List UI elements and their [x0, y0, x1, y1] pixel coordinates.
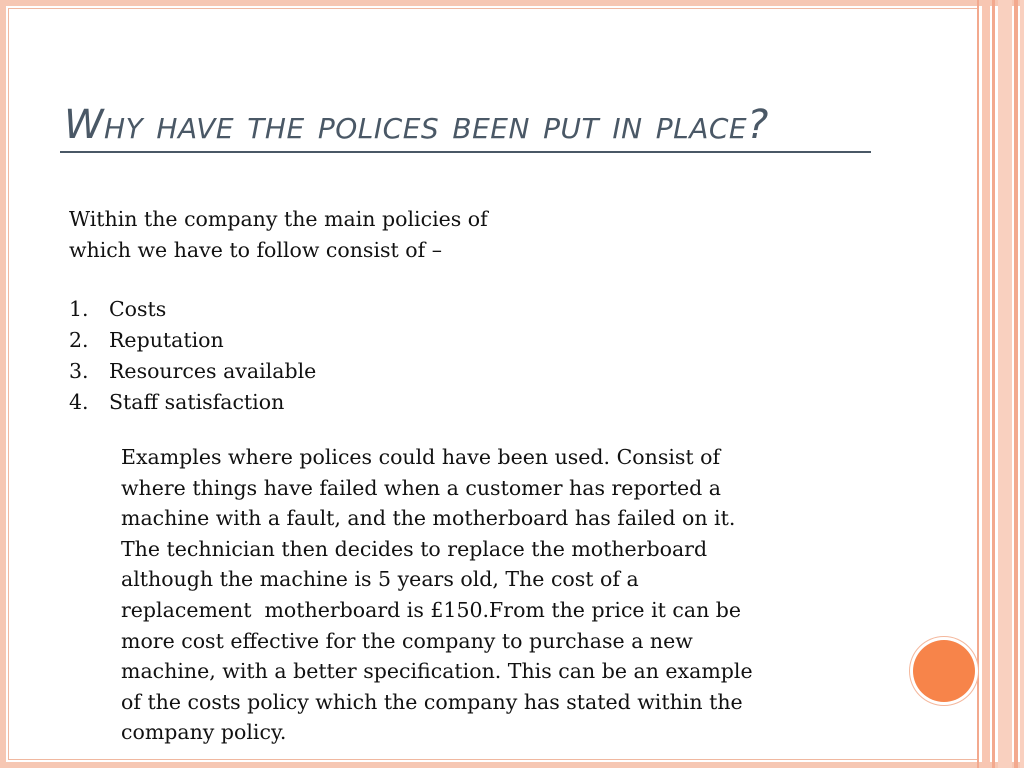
- slide-border-left: [0, 0, 6, 768]
- policy-item: [69, 325, 316, 356]
- example-line: The technician then decides to replace the motherboard: [121, 536, 708, 561]
- decorative-stripe: [992, 0, 995, 768]
- decorative-stripe: [977, 0, 979, 768]
- intro-line: Within the company the main policies of: [69, 207, 488, 231]
- example-line: replacement motherboard is £150.From the price it can be: [121, 597, 742, 622]
- policy-number: 1.: [69, 297, 89, 321]
- example-line: of the costs policy which the company has stated within the: [121, 689, 743, 714]
- policy-list: [69, 294, 316, 418]
- title-underline: [60, 151, 871, 153]
- policy-item: [69, 356, 316, 387]
- example-paragraph: [121, 442, 841, 748]
- decorative-circle: [913, 640, 975, 702]
- decorative-stripe: [1014, 0, 1018, 768]
- policy-label: Resources available: [109, 359, 317, 383]
- slide-title: Why have the polices been put in place?: [64, 102, 769, 148]
- policy-label: Costs: [109, 297, 167, 321]
- decorative-stripe: [1020, 0, 1024, 768]
- slide-inner-line-top: [8, 8, 978, 9]
- slide-inner-line-left: [8, 8, 9, 760]
- policy-item: [69, 387, 316, 418]
- slide-border-bottom: [0, 762, 1024, 768]
- policy-label: Reputation: [109, 328, 224, 352]
- example-line: Examples where polices could have been used. Consist of: [121, 445, 721, 469]
- decorative-stripe: [998, 0, 1012, 768]
- example-line: company policy.: [121, 720, 287, 745]
- intro-line: which we have to follow consist of –: [69, 238, 442, 262]
- decorative-stripe: [982, 0, 990, 768]
- slide-inner-line-bottom: [8, 759, 978, 760]
- example-line: machine with a fault, and the motherboard has failed on it.: [121, 506, 736, 531]
- example-line: more cost effective for the company to purchase a new: [121, 628, 693, 653]
- example-line: although the machine is 5 years old, The cost of a: [121, 567, 639, 592]
- example-line: where things have failed when a customer has reported a: [121, 475, 721, 500]
- example-line: machine, with a better specification. This can be an example: [121, 659, 753, 684]
- policy-number: 2.: [69, 328, 89, 352]
- intro-text: [69, 204, 589, 266]
- policy-number: 3.: [69, 359, 89, 383]
- policy-label: Staff satisfaction: [109, 390, 285, 414]
- policy-item: [69, 294, 316, 325]
- policy-number: 4.: [69, 390, 89, 414]
- slide-border-top: [0, 0, 1024, 6]
